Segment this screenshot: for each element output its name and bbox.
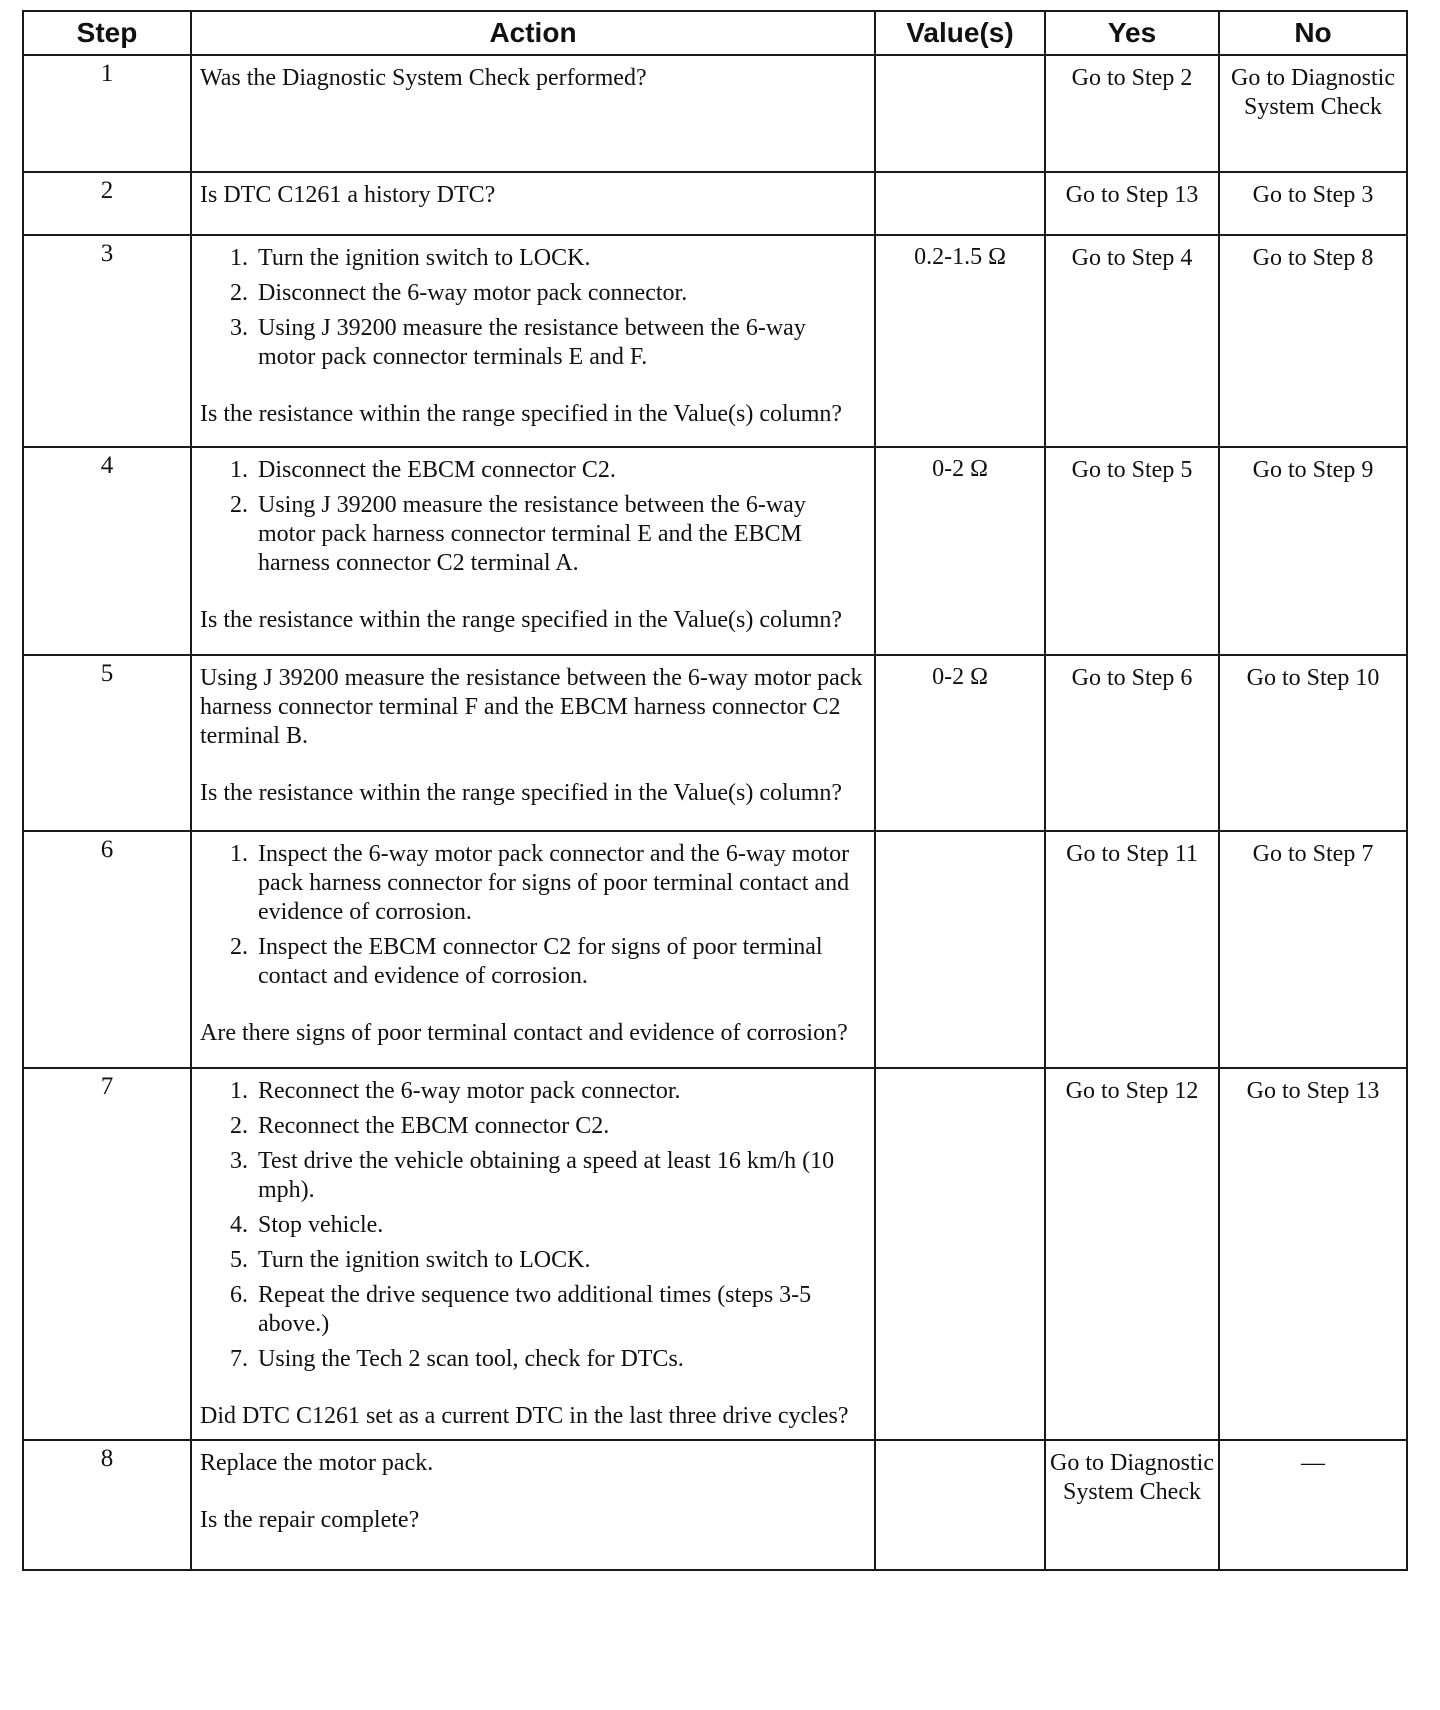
action-cell [191,1440,875,1570]
header-values: Value(s) [875,11,1045,55]
table-row [23,1440,1407,1570]
procedure-item: 3. Test drive the vehicle obtaining a speed at least 16 km/h (10 mph). [254,1147,866,1205]
procedure-item: 1. Inspect the 6-way motor pack connector and the 6-way motor pack harness connector for signs of poor terminal contact and evidence of corrosion. [254,840,866,927]
action-cell [191,1068,875,1440]
table-row [23,1068,1407,1440]
action-question: Did DTC C1261 set as a current DTC in the last three drive cycles? [200,1403,849,1429]
action-question: Is the repair complete? [200,1507,420,1533]
yes-result: Go to Step 13 [1045,172,1219,235]
procedure-list [200,244,866,372]
yes-result: Go to Step 5 [1045,447,1219,655]
action-cell [191,655,875,831]
no-result: Go to Step 7 [1219,831,1407,1068]
value-cell [875,831,1045,1068]
table-body [23,55,1407,1570]
procedure-list [200,840,866,991]
table-row [23,235,1407,447]
table-row [23,655,1407,831]
action-text: Replace the motor pack. [200,1450,434,1476]
procedure-item: 2. Disconnect the 6-way motor pack connector. [254,279,866,308]
header-row [23,11,1407,55]
step-number: 8 [23,1440,191,1570]
no-result: Go to Step 13 [1219,1068,1407,1440]
action-question: Is the resistance within the range specified in the Value(s) column? [200,780,843,806]
yes-result: Go to Step 2 [1045,55,1219,172]
procedure-item: 1. Turn the ignition switch to LOCK. [254,244,866,273]
action-text: Was the Diagnostic System Check performed? [200,65,647,91]
no-result: Go to Step 9 [1219,447,1407,655]
action-question: Are there signs of poor terminal contact and evidence of corrosion? [200,1020,848,1046]
procedure-list [200,1077,866,1374]
procedure-item: 1. Reconnect the 6-way motor pack connector. [254,1077,866,1106]
procedure-item: 7. Using the Tech 2 scan tool, check for DTCs. [254,1345,866,1374]
procedure-item: 5. Turn the ignition switch to LOCK. [254,1246,866,1275]
yes-result: Go to Step 6 [1045,655,1219,831]
action-cell [191,831,875,1068]
action-question: Is the resistance within the range specified in the Value(s) column? [200,607,843,633]
step-number: 1 [23,55,191,172]
step-number: 2 [23,172,191,235]
value-cell [875,172,1045,235]
table-row [23,447,1407,655]
procedure-item: 4. Stop vehicle. [254,1211,866,1240]
procedure-item: 2. Using J 39200 measure the resistance between the 6-way motor pack harness connector terminal E and the EBCM harness connector C2 terminal A. [254,491,866,578]
step-number: 4 [23,447,191,655]
table-row [23,55,1407,172]
no-result: — [1219,1440,1407,1570]
yes-result: Go to Diagnostic System Check [1045,1440,1219,1570]
value-cell: 0-2 Ω [875,447,1045,655]
action-cell [191,235,875,447]
value-cell: 0-2 Ω [875,655,1045,831]
procedure-item: 3. Using J 39200 measure the resistance between the 6-way motor pack connector terminals E and F. [254,314,866,372]
header-action: Action [191,11,875,55]
yes-result: Go to Step 12 [1045,1068,1219,1440]
procedure-item: 6. Repeat the drive sequence two additional times (steps 3-5 above.) [254,1281,866,1339]
no-result: Go to Step 3 [1219,172,1407,235]
step-number: 6 [23,831,191,1068]
value-cell [875,1068,1045,1440]
procedure-item: 2. Inspect the EBCM connector C2 for signs of poor terminal contact and evidence of corrosion. [254,933,866,991]
step-number: 3 [23,235,191,447]
header-no: No [1219,11,1407,55]
table-row [23,172,1407,235]
yes-result: Go to Step 11 [1045,831,1219,1068]
action-text: Using J 39200 measure the resistance between the 6-way motor pack harness connector terminal F and the EBCM harness connector C2 terminal B. [200,665,863,749]
step-number: 5 [23,655,191,831]
action-cell [191,447,875,655]
action-question: Is the resistance within the range specified in the Value(s) column? [200,401,843,427]
no-result: Go to Step 8 [1219,235,1407,447]
no-result: Go to Diagnostic System Check [1219,55,1407,172]
diagnostic-table [22,10,1408,1571]
action-cell [191,172,875,235]
no-result: Go to Step 10 [1219,655,1407,831]
header-yes: Yes [1045,11,1219,55]
step-number: 7 [23,1068,191,1440]
diagnostic-table-sheet [22,10,1406,1571]
yes-result: Go to Step 4 [1045,235,1219,447]
action-cell [191,55,875,172]
action-text: Is DTC C1261 a history DTC? [200,182,496,208]
header-step: Step [23,11,191,55]
procedure-item: 2. Reconnect the EBCM connector C2. [254,1112,866,1141]
value-cell [875,1440,1045,1570]
value-cell: 0.2-1.5 Ω [875,235,1045,447]
table-row [23,831,1407,1068]
value-cell [875,55,1045,172]
procedure-item: 1. Disconnect the EBCM connector C2. [254,456,866,485]
procedure-list [200,456,866,578]
